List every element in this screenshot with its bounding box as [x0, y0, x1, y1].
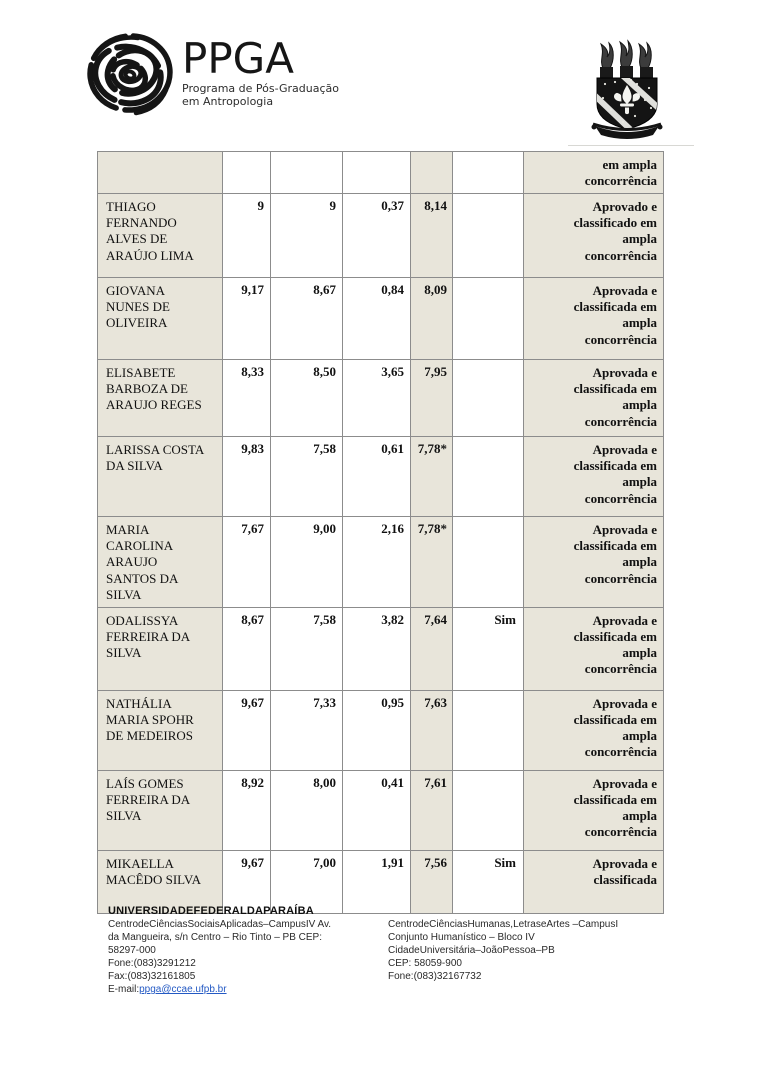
cell-score3: 1,91 — [343, 850, 411, 913]
cell-final: 7,56 — [411, 850, 453, 913]
university-name: UNIVERSIDADEFEDERALDAPARAÍBA — [108, 905, 314, 917]
cell-score3 — [343, 152, 411, 194]
table-row-carryover — [98, 152, 664, 194]
footer-address-line: Conjunto Humanístico – Bloco IV — [388, 932, 535, 943]
cell-score3: 3,65 — [343, 360, 411, 437]
cell-result: Aprovada e classificada em ampla concorrência — [524, 437, 664, 517]
cell-score1 — [223, 152, 271, 194]
cell-score3: 0,84 — [343, 278, 411, 360]
footer-address-line: da Mangueira, s/n Centro – Rio Tinto – PB CEP: — [108, 932, 322, 943]
cell-quota — [453, 360, 524, 437]
footer-address-line: 58297-000 — [108, 945, 156, 956]
cell-result: Aprovada e classificada — [524, 850, 664, 913]
cell-name: THIAGO FERNANDO ALVES DE ARAÚJO LIMA — [98, 194, 223, 278]
ppga-subtitle-line2: em Antropologia — [182, 95, 274, 109]
cell-score1: 9,67 — [223, 690, 271, 770]
footer-address-line: CEP: 58059-900 — [388, 958, 462, 969]
cell-final: 7,78* — [411, 437, 453, 517]
header-brand — [86, 30, 339, 118]
cell-score3: 0,61 — [343, 437, 411, 517]
results-table-wrap — [97, 151, 664, 914]
cell-score3: 3,82 — [343, 607, 411, 690]
brand-text — [182, 30, 339, 108]
footer-email-line — [108, 983, 388, 996]
table-row — [98, 517, 664, 608]
cell-score2: 7,58 — [271, 607, 343, 690]
cell-score3: 0,37 — [343, 194, 411, 278]
cell-final: 7,61 — [411, 770, 453, 850]
cell-score2 — [271, 152, 343, 194]
results-table — [97, 151, 664, 914]
cell-score2: 7,33 — [271, 690, 343, 770]
cell-score1: 9,17 — [223, 278, 271, 360]
footer-address-line: Fone:(083)3291212 — [108, 958, 196, 969]
cell-result: Aprovada e classificada em ampla concorrência — [524, 770, 664, 850]
cell-final: 7,64 — [411, 607, 453, 690]
footer-address-line: CentrodeCiênciasHumanas,LetraseArtes –CampusI — [388, 919, 619, 930]
cell-result: Aprovada e classificada em ampla concorrência — [524, 517, 664, 608]
table-row — [98, 770, 664, 850]
footer-address-line: Fone:(083)32167732 — [388, 971, 482, 982]
cell-score1: 7,67 — [223, 517, 271, 608]
ufpb-crest-icon — [586, 38, 668, 142]
cell-result: Aprovada e classificada em ampla concorrência — [524, 360, 664, 437]
cell-final: 7,78* — [411, 517, 453, 608]
cell-name: MARIA CAROLINA ARAUJO SANTOS DA SILVA — [98, 517, 223, 608]
cell-quota: Sim — [453, 607, 524, 690]
cell-score3: 0,95 — [343, 690, 411, 770]
cell-score1: 9,83 — [223, 437, 271, 517]
cell-quota — [453, 152, 524, 194]
table-row — [98, 607, 664, 690]
cell-score2: 7,58 — [271, 437, 343, 517]
cell-name: LAÍS GOMES FERREIRA DA SILVA — [98, 770, 223, 850]
cell-score1: 9 — [223, 194, 271, 278]
table-row — [98, 278, 664, 360]
cell-result: Aprovada e classificada em ampla concorrência — [524, 607, 664, 690]
crest-image-edge — [568, 145, 694, 146]
cell-name: ELISABETE BARBOZA DE ARAUJO REGES — [98, 360, 223, 437]
cell-score1: 9,67 — [223, 850, 271, 913]
cell-result: Aprovada e classificada em ampla concorrência — [524, 690, 664, 770]
footer-address-line: CidadeUniversitária–JoãoPessoa–PB — [388, 945, 555, 956]
cell-name: ODALISSYA FERREIRA DA SILVA — [98, 607, 223, 690]
cell-result: em ampla concorrência — [524, 152, 664, 194]
page-footer — [108, 905, 674, 996]
footer-address-line: Fax:(083)32161805 — [108, 971, 196, 982]
footer-left-column — [108, 918, 388, 996]
cell-quota — [453, 690, 524, 770]
ppga-rose-icon — [86, 30, 174, 118]
cell-name — [98, 152, 223, 194]
cell-score2: 9,00 — [271, 517, 343, 608]
table-row — [98, 360, 664, 437]
cell-quota — [453, 517, 524, 608]
cell-score1: 8,92 — [223, 770, 271, 850]
cell-score2: 9 — [271, 194, 343, 278]
table-row — [98, 194, 664, 278]
cell-final: 7,95 — [411, 360, 453, 437]
cell-score2: 8,50 — [271, 360, 343, 437]
cell-name: NATHÁLIA MARIA SPOHR DE MEDEIROS — [98, 690, 223, 770]
email-link[interactable]: ppga@ccae.ufpb.br — [139, 984, 227, 995]
cell-name: MIKAELLA MACÊDO SILVA — [98, 850, 223, 913]
cell-final: 7,63 — [411, 690, 453, 770]
ppga-subtitle-line1: Programa de Pós-Graduação — [182, 82, 339, 95]
cell-result: Aprovada e classificada em ampla concorrência — [524, 278, 664, 360]
table-row — [98, 690, 664, 770]
cell-name: LARISSA COSTA DA SILVA — [98, 437, 223, 517]
email-label: E-mail: — [108, 984, 140, 995]
cell-quota — [453, 437, 524, 517]
footer-right-column — [388, 918, 674, 996]
table-row — [98, 850, 664, 913]
footer-address-line: CentrodeCiênciasSociaisAplicadas–CampusIV Av. — [108, 919, 332, 930]
cell-name: GIOVANA NUNES DE OLIVEIRA — [98, 278, 223, 360]
cell-final — [411, 152, 453, 194]
cell-score3: 0,41 — [343, 770, 411, 850]
cell-score2: 8,67 — [271, 278, 343, 360]
cell-score3: 2,16 — [343, 517, 411, 608]
cell-score2: 7,00 — [271, 850, 343, 913]
cell-result: Aprovado e classificado em ampla concorrência — [524, 194, 664, 278]
cell-quota — [453, 194, 524, 278]
table-row — [98, 437, 664, 517]
cell-final: 8,14 — [411, 194, 453, 278]
cell-score2: 8,00 — [271, 770, 343, 850]
cell-quota — [453, 770, 524, 850]
cell-score1: 8,67 — [223, 607, 271, 690]
ppga-wordmark: PPGA — [182, 34, 294, 83]
cell-final: 8,09 — [411, 278, 453, 360]
cell-quota — [453, 278, 524, 360]
cell-score1: 8,33 — [223, 360, 271, 437]
cell-quota: Sim — [453, 850, 524, 913]
